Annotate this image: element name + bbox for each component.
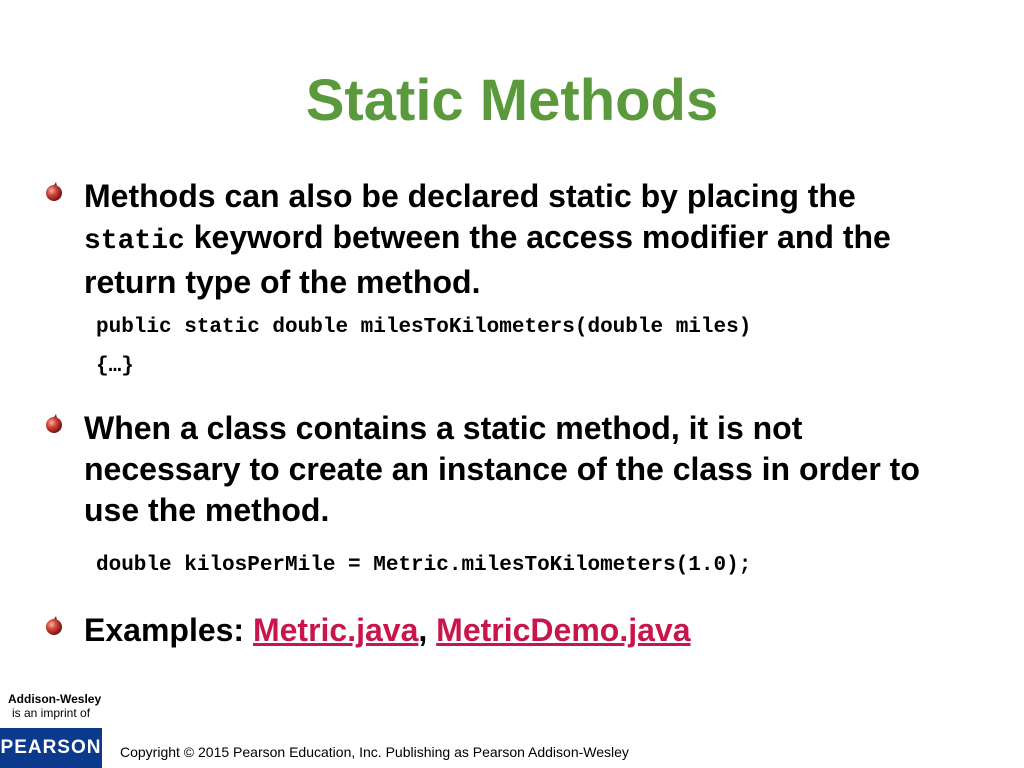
bullet-1-text-start: Methods can also be declared static by placing the (84, 178, 856, 214)
bullet-text-2: When a class contains a static method, it is not necessary to create an instance of the class in order to use the method. (84, 410, 920, 528)
red-sphere-bullet-icon (44, 182, 64, 202)
code-line-usage: double kilosPerMile = Metric.milesToKilometers(1.0); (96, 554, 752, 577)
red-sphere-bullet-icon (44, 616, 64, 636)
bullet-text-1 (84, 176, 964, 303)
metricdemo-java-link[interactable]: MetricDemo.java (436, 612, 691, 648)
examples-separator: , (418, 612, 437, 648)
copyright-notice: Copyright © 2015 Pearson Education, Inc. Publishing as Pearson Addison-Wesley (120, 744, 629, 760)
addison-wesley-logo (8, 692, 101, 720)
red-sphere-bullet-icon (44, 414, 64, 434)
addison-wesley-name: Addison-Wesley (8, 692, 102, 706)
bullet-text-3 (84, 610, 964, 651)
pearson-logo: PEARSON (0, 728, 102, 768)
bullet-1-text-end: keyword between the access modifier and the return type of the method. (84, 219, 891, 300)
metric-java-link[interactable]: Metric.java (252, 612, 419, 648)
code-line-method-signature: public static double milesToKilometers(double miles) (96, 316, 752, 339)
examples-label: Examples: (84, 612, 253, 648)
slide-title: Static Methods (305, 68, 719, 133)
imprint-text: is an imprint of (12, 706, 91, 720)
code-line-method-body: {…} (96, 355, 134, 378)
static-keyword: static (84, 226, 185, 257)
